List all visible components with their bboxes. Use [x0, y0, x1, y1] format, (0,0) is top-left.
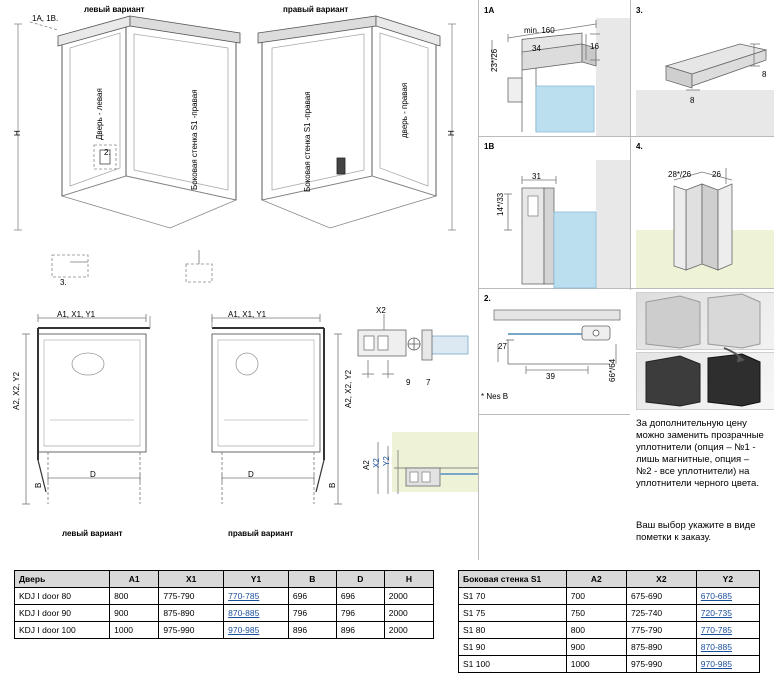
dim-x2-detail: X2: [376, 306, 386, 315]
notes-paragraph: За дополнительную цену можно заменить прозрачные уплотнители (опция – №1 - лишь магнитные, опция – №2 - все уплотнители) на уплотнители черного цвета.: [636, 418, 764, 489]
cell-x2: 725-740: [626, 605, 696, 622]
heading-left-variant-2: левый вариант: [62, 529, 123, 538]
label-door-left: Дверь - левая: [95, 88, 104, 140]
cell-a2: 700: [566, 588, 626, 605]
callout-1b: 1В: [484, 142, 495, 151]
table-door-header-row: [15, 571, 434, 588]
table-row: [459, 639, 760, 656]
cell-x2: 875-890: [626, 639, 696, 656]
cell-y2: 970-985: [696, 656, 759, 673]
table-door: [14, 570, 434, 639]
callout-nes: * Nes В: [481, 392, 509, 401]
cell-x2: 775-790: [626, 622, 696, 639]
heading-right-variant: правый вариант: [283, 5, 349, 14]
dim-26: 26: [712, 170, 721, 179]
th-side-wall: Боковая стенка S1: [459, 571, 567, 588]
cell-wall-name: S1 80: [459, 622, 567, 639]
dim-39: 39: [546, 372, 555, 381]
dim-9: 9: [406, 378, 411, 387]
table-side-wall: [458, 570, 760, 673]
dim-h-right: Н: [447, 130, 456, 136]
cell-b: 896: [288, 622, 336, 639]
cell-x1: 775-790: [159, 588, 224, 605]
dim-27: 27: [498, 342, 507, 351]
th-a1: A1: [110, 571, 159, 588]
dim-x2-detail-2: X2: [372, 458, 381, 468]
callout-4: 4.: [636, 142, 643, 151]
seal-photos-svg: [630, 290, 774, 410]
table-wall-header-row: [459, 571, 760, 588]
cell-h: 2000: [384, 622, 433, 639]
isometric-views-svg: [0, 0, 478, 290]
th-y2: Y2: [696, 571, 759, 588]
th-x2: X2: [626, 571, 696, 588]
th-d: D: [336, 571, 384, 588]
dim-28-26: 28*/26: [668, 170, 692, 179]
dim-b-left: В: [34, 482, 43, 488]
dim-a2x2y2-right: A2, X2, Y2: [344, 369, 353, 408]
cell-d: 896: [336, 622, 384, 639]
dim-8a: 8: [762, 70, 767, 79]
notes-paragraph-2: Ваш выбор укажите в виде пометки к заказу.: [636, 520, 756, 543]
label-side-wall-right-2: Боковая стенка S1 -правая: [303, 91, 312, 192]
th-x1: X1: [159, 571, 224, 588]
cell-b: 696: [288, 588, 336, 605]
callout-2b: 2.: [484, 294, 491, 303]
th-a2: A2: [566, 571, 626, 588]
table-row: [15, 605, 434, 622]
table-row: [15, 622, 434, 639]
cell-a2: 750: [566, 605, 626, 622]
th-h: H: [384, 571, 433, 588]
dim-d-left: D: [90, 470, 96, 479]
th-y1: Y1: [224, 571, 289, 588]
cell-x2: 975-990: [626, 656, 696, 673]
heading-right-variant-2: правый вариант: [228, 529, 294, 538]
cell-wall-name: S1 70: [459, 588, 567, 605]
dim-31: 31: [532, 172, 541, 181]
dim-b-right: В: [328, 482, 337, 488]
detail-plan-svg: [348, 424, 478, 554]
dim-16: 16: [590, 42, 599, 51]
detail-x2-svg: [348, 300, 478, 420]
cell-d: 696: [336, 588, 384, 605]
label-side-wall-right: Боковая стенка S1 -правая: [190, 89, 199, 190]
cell-b: 796: [288, 605, 336, 622]
dim-66-64: 66*/64: [608, 358, 617, 382]
callout-2: 2.: [104, 148, 111, 157]
cell-a1: 1000: [110, 622, 159, 639]
cell-y2: 670-685: [696, 588, 759, 605]
cell-h: 2000: [384, 588, 433, 605]
callout-1a-1b: 1А, 1В.: [32, 14, 59, 23]
label-door-right: дверь - правая: [400, 82, 409, 138]
callout-3: 3.: [60, 278, 67, 287]
cell-y2: 870-885: [696, 639, 759, 656]
cell-wall-name: S1 100: [459, 656, 567, 673]
cell-y2: 770-785: [696, 622, 759, 639]
dim-a2-detail: A2: [362, 460, 371, 470]
cell-wall-name: S1 75: [459, 605, 567, 622]
callout-3b: 3.: [636, 6, 643, 15]
detail-4-svg: [630, 136, 774, 288]
cell-x2: 675-690: [626, 588, 696, 605]
cell-y1: 770-785: [224, 588, 289, 605]
table-row: [459, 622, 760, 639]
cell-wall-name: S1 90: [459, 639, 567, 656]
cell-h: 2000: [384, 605, 433, 622]
cell-d: 796: [336, 605, 384, 622]
dim-23-26: 23*/26: [490, 48, 499, 72]
dim-8b: 8: [690, 96, 695, 105]
detail-1a-svg: [478, 0, 630, 136]
cell-x1: 875-890: [159, 605, 224, 622]
table-row: [459, 588, 760, 605]
cell-a1: 900: [110, 605, 159, 622]
dim-34: 34: [532, 44, 541, 53]
cell-x1: 975-990: [159, 622, 224, 639]
cell-a1: 800: [110, 588, 159, 605]
callout-1a: 1А: [484, 6, 495, 15]
dim-a1x1y1-right: A1, X1, Y1: [228, 310, 267, 319]
th-door: Дверь: [15, 571, 110, 588]
cell-door-name: KDJ I door 100: [15, 622, 110, 639]
dim-7: 7: [426, 378, 431, 387]
cell-a2: 900: [566, 639, 626, 656]
cell-door-name: KDJ I door 90: [15, 605, 110, 622]
dim-min160: min. 160: [524, 26, 555, 35]
dim-a2x2y2-left: A2, X2, Y2: [12, 371, 21, 410]
table-row: [15, 588, 434, 605]
heading-left-variant: левый вариант: [84, 5, 145, 14]
divider-horizontal-3: [478, 414, 630, 415]
cell-y2: 720-735: [696, 605, 759, 622]
th-b: B: [288, 571, 336, 588]
detail-3-svg: [630, 0, 774, 136]
cell-a2: 800: [566, 622, 626, 639]
table-row: [459, 605, 760, 622]
dim-14-33: 14*/33: [496, 192, 505, 216]
dim-y2-detail: Y2: [382, 456, 391, 466]
table-row: [459, 656, 760, 673]
dim-h-left: Н: [13, 130, 22, 136]
cell-y1: 870-885: [224, 605, 289, 622]
cell-y1: 970-985: [224, 622, 289, 639]
cell-a2: 1000: [566, 656, 626, 673]
cell-door-name: KDJ I door 80: [15, 588, 110, 605]
dim-d-right: D: [248, 470, 254, 479]
dim-a1x1y1-left: A1, X1, Y1: [57, 310, 96, 319]
